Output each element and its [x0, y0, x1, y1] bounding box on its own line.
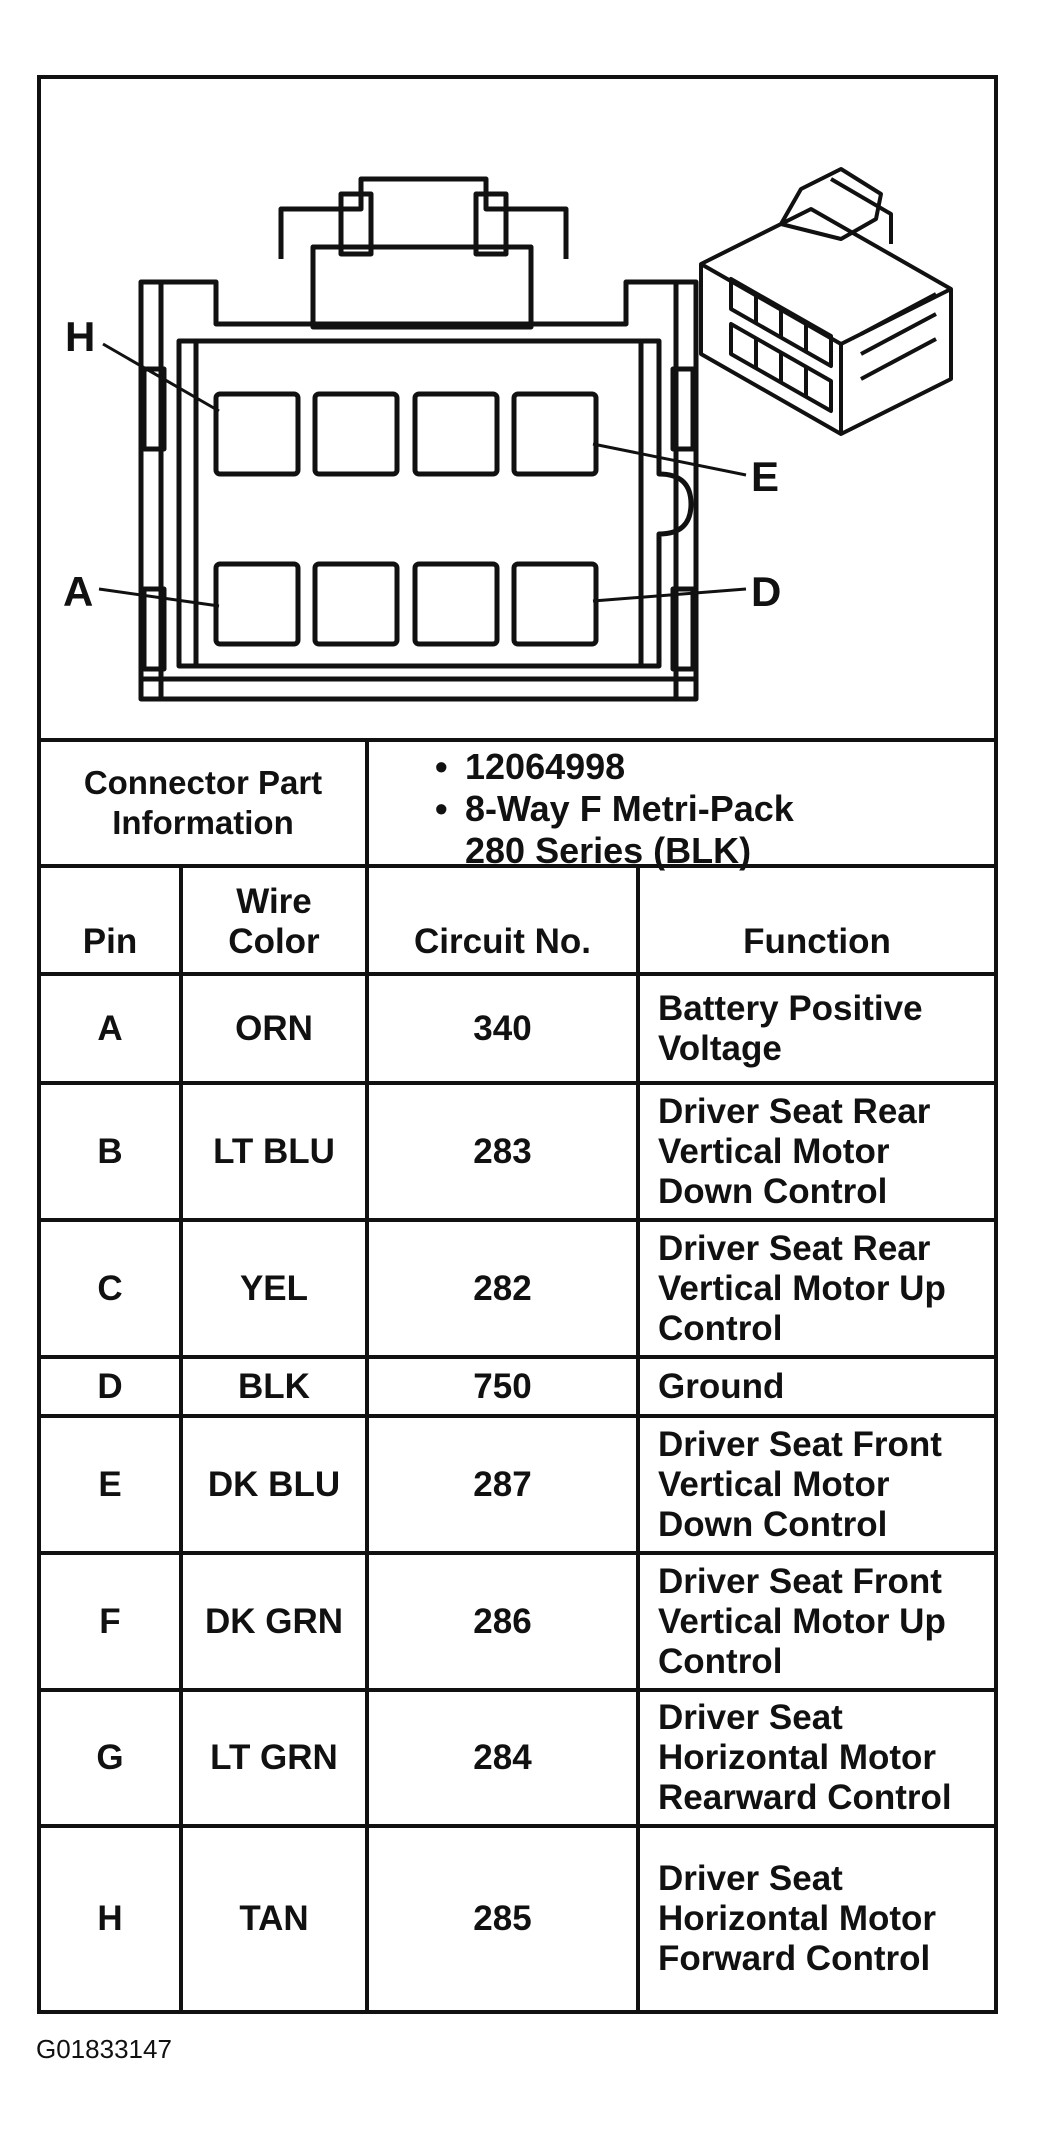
header-wire-color: Wire Color: [228, 882, 320, 961]
pin-cavities: [216, 394, 596, 644]
table-row-function: Driver Seat Horizontal Motor Rearward Control: [658, 1698, 952, 1817]
table-row-wire-color: ORN: [235, 1008, 313, 1048]
part-number: • 12064998: [435, 746, 626, 787]
info-column-divider: [365, 738, 369, 864]
connector-isometric-view: [701, 169, 951, 434]
table-row-wire-color: DK BLU: [207, 1464, 341, 1504]
table-row-circuit: 282: [473, 1268, 532, 1308]
callout-e: E: [751, 453, 780, 500]
table-row-circuit: 750: [473, 1366, 532, 1406]
table-row-pin: A: [97, 1008, 123, 1048]
table-row-function: Ground: [658, 1366, 785, 1406]
table-row-circuit: 287: [473, 1464, 532, 1504]
connector-info-list: [433, 746, 973, 872]
table-row-circuit: 340: [473, 1008, 532, 1048]
connector-info-label: Connector Part Information: [83, 764, 323, 841]
table-row-function: Driver Seat Rear Vertical Motor Down Control: [658, 1091, 931, 1211]
header-function: Function: [743, 922, 891, 961]
table-row-pin: C: [97, 1268, 123, 1308]
callout-a: A: [63, 568, 94, 615]
table-row-wire-color: BLK: [238, 1366, 310, 1406]
table-row-wire-color: DK GRN: [204, 1601, 344, 1641]
table-row-wire-color: YEL: [239, 1268, 309, 1308]
table-row-circuit: 285: [473, 1899, 532, 1938]
connector-chart-frame: [37, 75, 998, 2014]
connector-diagram: [41, 79, 994, 738]
cavity-d: [514, 564, 596, 644]
connector-face-view: [141, 179, 696, 699]
table-row-pin: H: [97, 1899, 123, 1938]
table-row-circuit: 286: [473, 1601, 532, 1641]
table-row-function: Driver Seat Front Vertical Motor Up Control: [658, 1561, 946, 1681]
table-row-circuit: 284: [473, 1738, 532, 1777]
table-row-wire-color: LT BLU: [213, 1131, 335, 1171]
table-row-function: Battery Positive Voltage: [658, 988, 923, 1068]
table-row-wire-color: TAN: [239, 1899, 309, 1938]
callout-h: H: [65, 313, 96, 360]
table-row-wire-color: LT GRN: [210, 1738, 338, 1777]
callout-d: D: [751, 568, 782, 615]
table-row-pin: B: [97, 1131, 123, 1171]
table-row-function: Driver Seat Front Vertical Motor Down Control: [658, 1424, 942, 1544]
cavity-h: [216, 394, 298, 474]
header-circuit-no: Circuit No.: [414, 922, 591, 961]
table-row-pin: D: [97, 1366, 123, 1406]
table-row-function: Driver Seat Horizontal Motor Forward Control: [658, 1859, 937, 1978]
table-row-function: Driver Seat Rear Vertical Motor Up Control: [658, 1228, 946, 1348]
connector-type: • 8-Way F Metri-Pack 280 Series (BLK): [435, 788, 794, 871]
table-row-circuit: 283: [473, 1131, 532, 1171]
header-pin: Pin: [82, 922, 138, 961]
table-row-pin: G: [96, 1738, 124, 1777]
table-row-pin: F: [99, 1601, 121, 1641]
cavity-e: [514, 394, 596, 474]
table-row-pin: E: [98, 1464, 122, 1504]
figure-code: G01833147: [36, 2034, 172, 2064]
cavity-a: [216, 564, 298, 644]
